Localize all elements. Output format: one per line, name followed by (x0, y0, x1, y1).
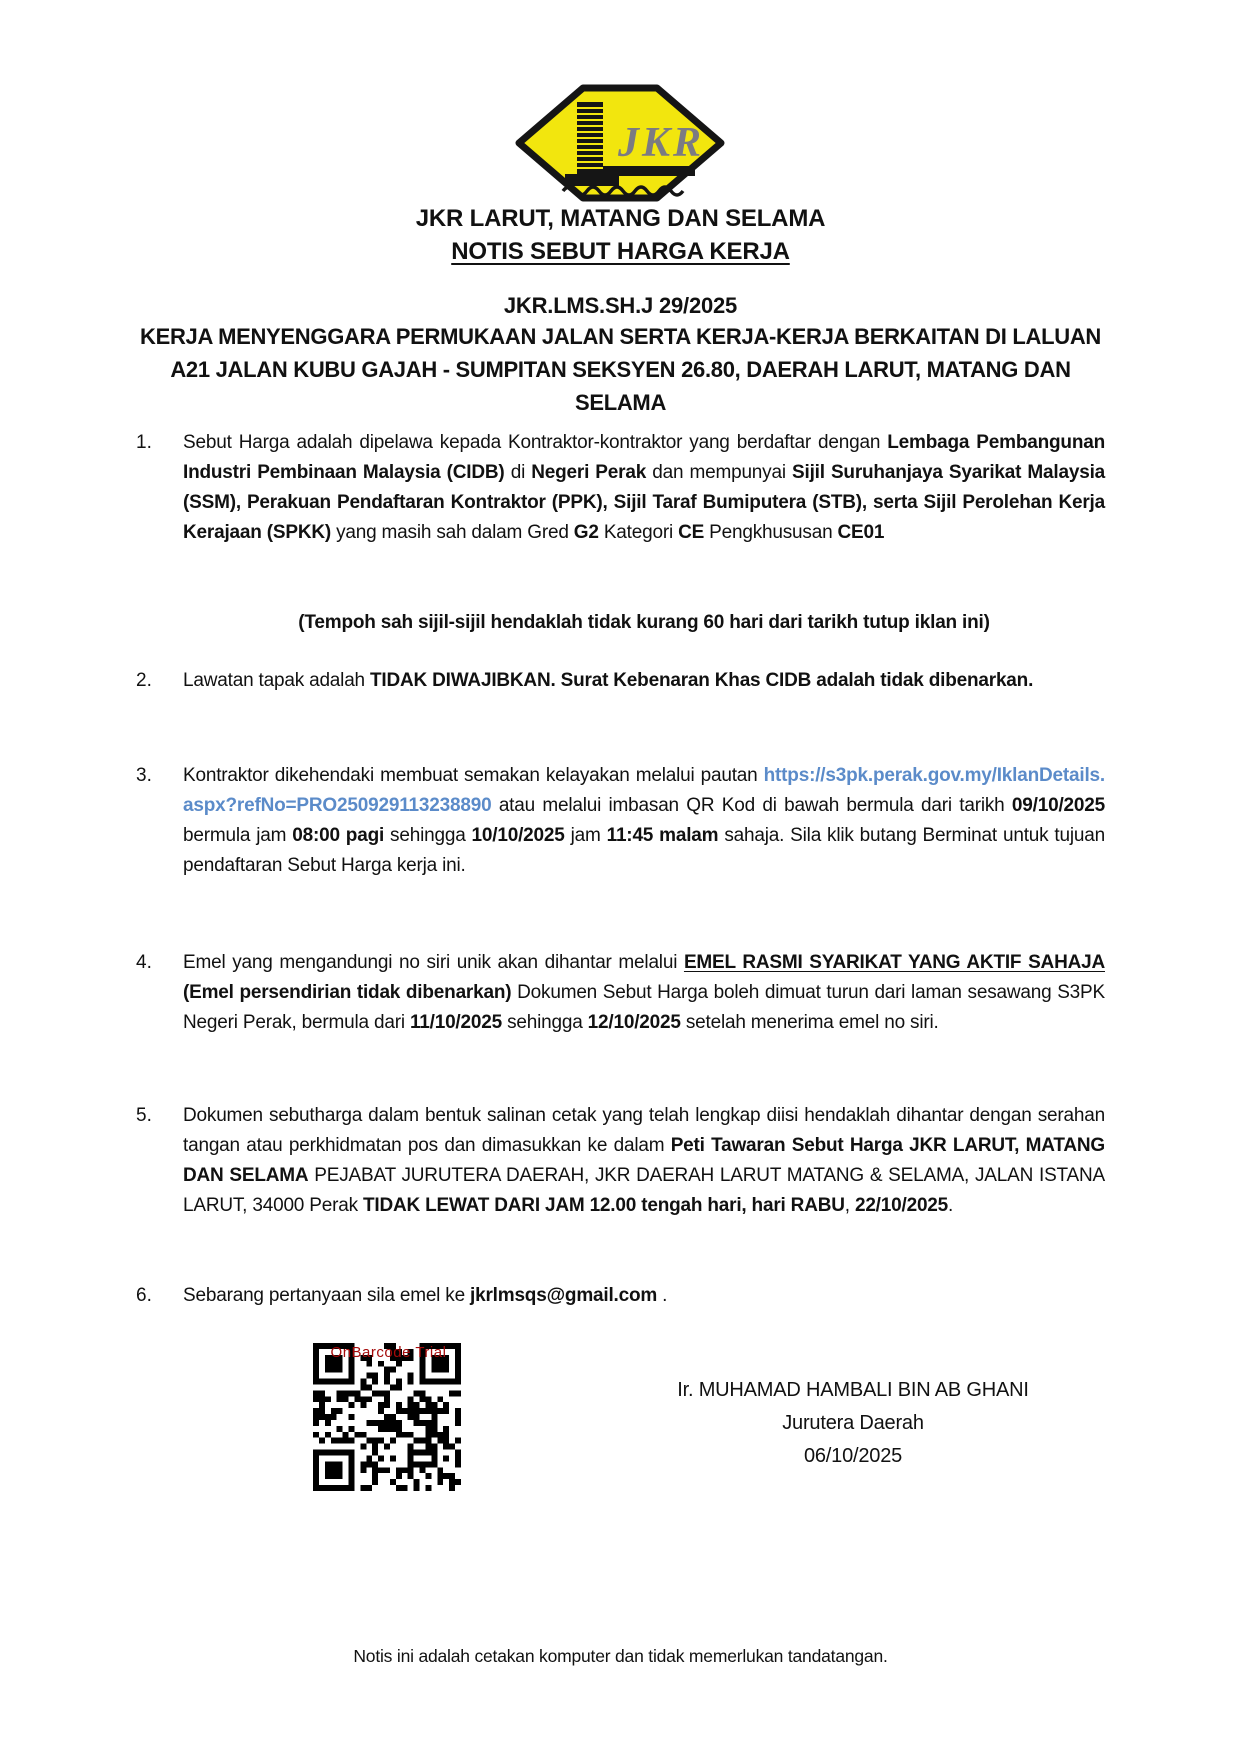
item-text (183, 666, 1105, 696)
text-run: TIDAK DIWAJIBKAN. Surat Kebenaran Khas CIDB adalah tidak dibenarkan. (370, 670, 1034, 691)
text-run: di (504, 462, 532, 483)
text-run: 22/10/2025 (854, 1195, 949, 1216)
text-run: 10/10/2025 (471, 825, 565, 846)
item-number: 5. (136, 1105, 152, 1126)
notice-heading: NOTIS SEBUT HARGA KERJA (451, 238, 790, 265)
certificate-validity-note (183, 608, 1105, 638)
job-title-line: KERJA MENYENGGARA PERMUKAAN JALAN SERTA KERJA-KERJA BERKAITAN DI LALUAN (140, 324, 1101, 349)
item-text (183, 1281, 1105, 1311)
text-run: EMEL RASMI SYARIKAT YANG AKTIF SAHAJA (683, 952, 1105, 973)
text-run: PEJABAT JURUTERA DAERAH, JKR DAERAH LARUT MATANG & SELAMA, JALAN ISTANA LARUT, 34000 Perak (183, 1165, 1106, 1216)
text-run: Sebarang pertanyaan sila emel ke (183, 1285, 471, 1306)
item-text (183, 948, 1105, 1038)
text-run: setelah menerima emel no siri. (680, 1012, 939, 1033)
footer-note: Notis ini adalah cetakan komputer dan tidak memerlukan tandatangan. (353, 1646, 888, 1666)
text-run: Negeri Perak (531, 462, 647, 483)
text-run: 12/10/2025 (587, 1012, 681, 1033)
text-run: 09/10/2025 (1011, 795, 1105, 816)
item-text (183, 428, 1105, 548)
text-run: dan mempunyai (646, 462, 793, 483)
text-run: Peti Tawaran Sebut Harga JKR LARUT, MATANG DAN SELAMA (183, 1135, 1105, 1186)
text-run: jam (564, 825, 607, 846)
signatory-name: Ir. MUHAMAD HAMBALI BIN AB GHANI (677, 1379, 1029, 1401)
text-run: CE01 (837, 522, 885, 543)
text-run: Emel yang mengandungi no siri unik akan dihantar melalui (183, 952, 684, 973)
text-run: Dokumen Sebut Harga boleh dimuat turun dari laman sesawang S3PK Negeri Perak, bermula dari (183, 982, 1105, 1033)
text-run: sehingga (384, 825, 472, 846)
text-run: . (657, 1285, 668, 1306)
item-number: 6. (136, 1285, 152, 1306)
signature-block (603, 1374, 1103, 1473)
text-run: bermula jam (183, 825, 293, 846)
text-run: Sebut Harga adalah dipelawa kepada Kontraktor-kontraktor yang berdaftar dengan (183, 432, 888, 453)
text-run: Kategori (598, 522, 679, 543)
s3pk-link[interactable]: https://s3pk.perak.gov.my/IklanDetails.aspx?refNo=PRO250929113238890 (183, 765, 1105, 816)
job-title (120, 320, 1121, 419)
text-run: CE (678, 522, 705, 543)
text-run: Lembaga Pembangunan Industri Pembinaan Malaysia (CIDB) (183, 432, 1106, 483)
text-run: . (948, 1195, 954, 1216)
job-title-line: A21 JALAN KUBU GAJAH - SUMPITAN SEKSYEN 26.80, DAERAH LARUT, MATANG DAN (170, 357, 1071, 382)
text-run: (Tempoh sah sijil-sijil hendaklah tidak kurang 60 hari dari tarikh tutup iklan ini) (298, 612, 990, 633)
text-run: Sijil Suruhanjaya Syarikat Malaysia (SSM), Perakuan Pendaftaran Kontraktor (PPK), Sijil Taraf Bumiputera (STB), serta Sijil Perolehan Kerja Kerajaan (SPKK) (183, 462, 1106, 543)
text-run: jkrlmsqs@gmail.com (470, 1285, 658, 1306)
list-item-2 (136, 666, 1105, 696)
item-number: 4. (136, 952, 152, 973)
text-run: 11/10/2025 (409, 1012, 502, 1033)
text-run: Pengkhususan (704, 522, 838, 543)
text-run: Dokumen sebutharga dalam bentuk salinan cetak yang telah lengkap diisi hendaklah dihantar dengan serahan tangan atau perkhidmatan pos dan dimasukkan ke dalam (183, 1105, 1105, 1156)
org-name: JKR LARUT, MATANG DAN SELAMA (415, 205, 826, 232)
reference-number: JKR.LMS.SH.J 29/2025 (503, 293, 738, 318)
list-item-5 (136, 1101, 1105, 1221)
text-run: TIDAK LEWAT DARI JAM 12.00 tengah hari, hari RABU (362, 1195, 845, 1216)
text-run: G2 (573, 522, 599, 543)
text-run: atau melalui imbasan QR Kod di bawah bermula dari tarikh (491, 795, 1012, 816)
text-run: yang masih sah dalam Gred (331, 522, 574, 543)
text-run: Lawatan tapak adalah (183, 670, 371, 691)
text-run: 08:00 pagi (292, 825, 385, 846)
list-item-4 (136, 948, 1105, 1038)
item-number: 1. (136, 432, 152, 453)
text-run: Kontraktor dikehendaki membuat semakan kelayakan melalui pautan (183, 765, 764, 786)
text-run: sahaja. Sila klik butang Berminat untuk tujuan pendaftaran Sebut Harga kerja ini. (183, 825, 1105, 876)
list-item-3 (136, 761, 1105, 881)
list-item-6 (136, 1281, 1105, 1311)
signature-date: 06/10/2025 (803, 1445, 903, 1467)
item-text (183, 761, 1105, 881)
list-item-1 (136, 428, 1105, 548)
signatory-title: Jurutera Daerah (782, 1412, 924, 1434)
text-run: , (844, 1195, 855, 1216)
qr-watermark-text: OnBarcode Trial (330, 1344, 447, 1361)
item-text (183, 1101, 1105, 1221)
item-number: 3. (136, 765, 152, 786)
logo-text: JKR (618, 120, 705, 166)
item-number: 2. (136, 670, 152, 691)
text-run: 11:45 malam (606, 825, 719, 846)
text-run: (Emel persendirian tidak dibenarkan) (183, 982, 512, 1003)
qr-code (313, 1342, 461, 1492)
job-title-line: SELAMA (574, 390, 667, 415)
jkr-logo-icon (515, 84, 725, 204)
text-run: sehingga (501, 1012, 588, 1033)
